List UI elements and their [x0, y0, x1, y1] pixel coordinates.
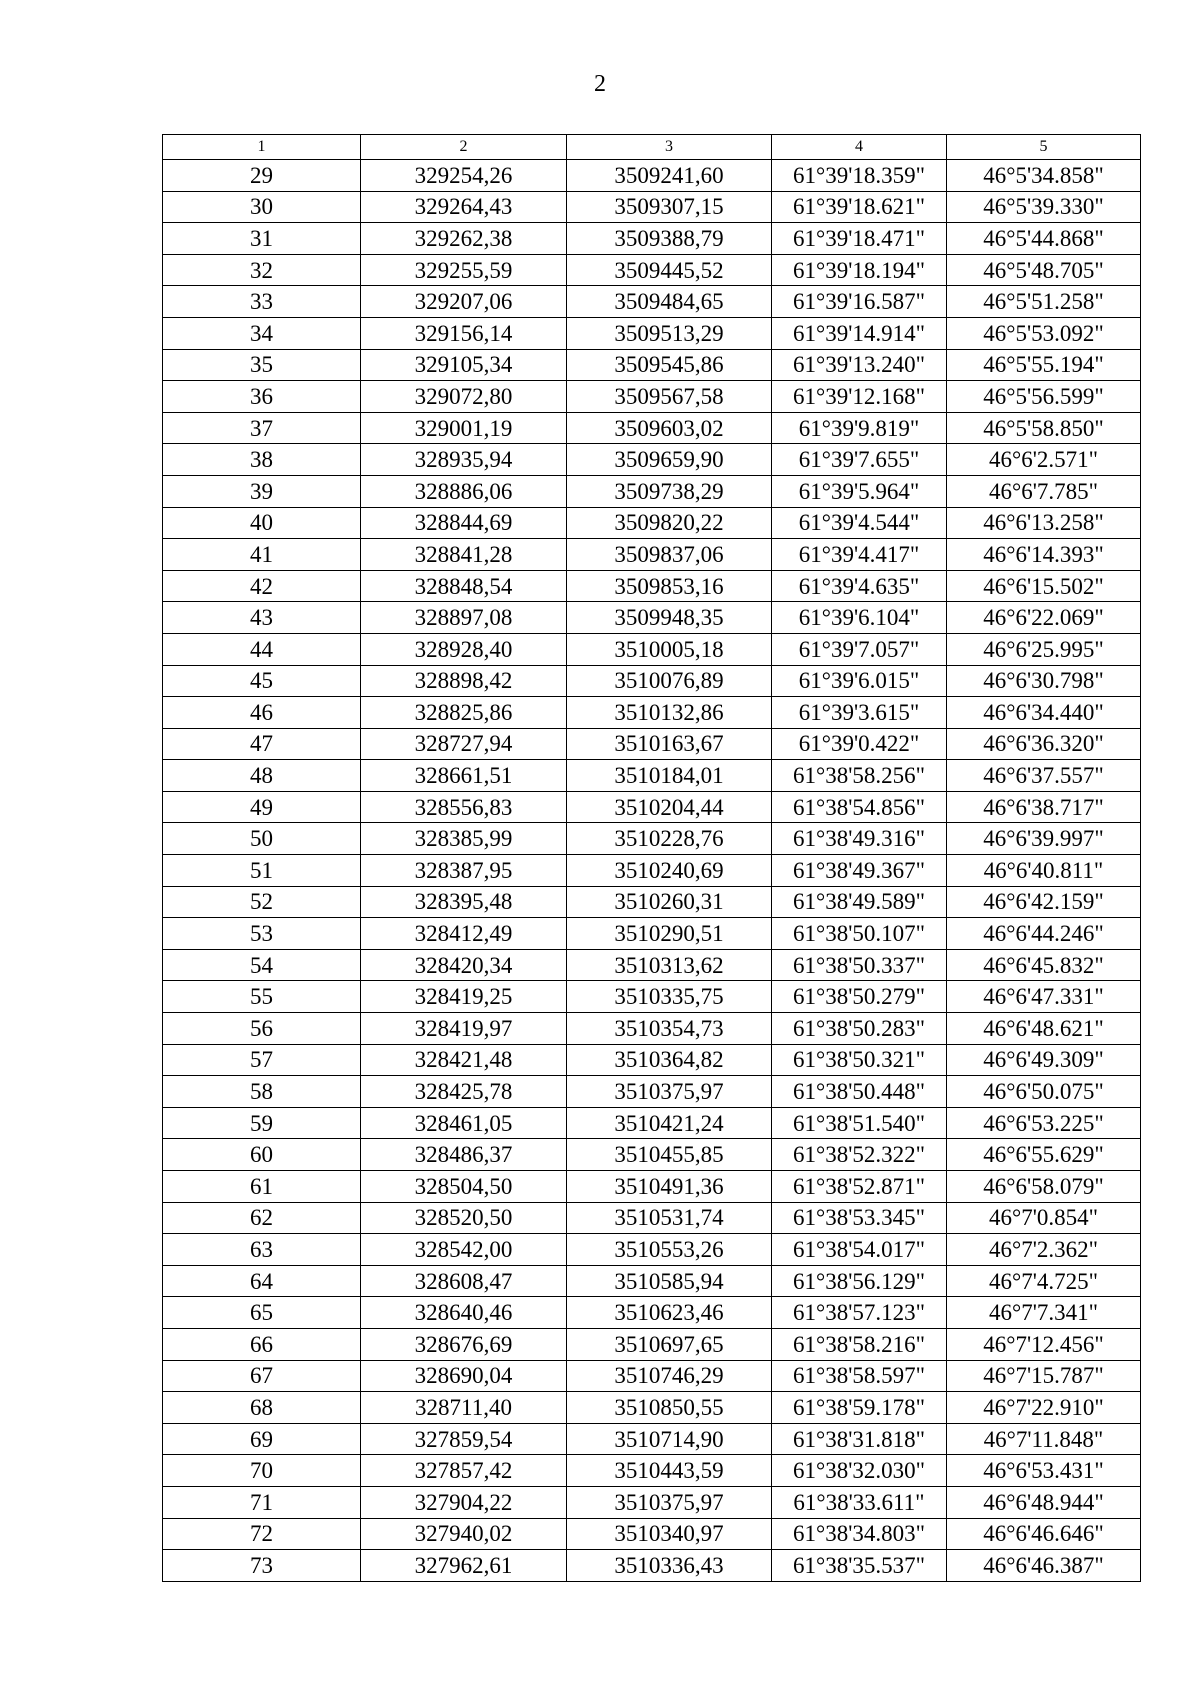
table-row: [163, 981, 1141, 1013]
longitude-cell: 46°6'46.646": [947, 1518, 1141, 1550]
longitude-cell: 46°5'53.092": [947, 317, 1141, 349]
latitude-cell: 61°39'18.621": [772, 191, 947, 223]
point-number-cell: 48: [163, 760, 361, 792]
latitude-cell: 61°39'7.057": [772, 633, 947, 665]
table-row: [163, 1234, 1141, 1266]
point-number-cell: 58: [163, 1076, 361, 1108]
point-number-cell: 62: [163, 1202, 361, 1234]
latitude-cell: 61°38'31.818": [772, 1423, 947, 1455]
x-coordinate-cell: 328928,40: [361, 633, 567, 665]
x-coordinate-cell: 328848,54: [361, 570, 567, 602]
latitude-cell: 61°38'49.367": [772, 855, 947, 887]
point-number-cell: 72: [163, 1518, 361, 1550]
latitude-cell: 61°39'14.914": [772, 317, 947, 349]
longitude-cell: 46°7'7.341": [947, 1297, 1141, 1329]
point-number-cell: 42: [163, 570, 361, 602]
point-number-cell: 60: [163, 1139, 361, 1171]
table-row: [163, 1013, 1141, 1045]
x-coordinate-cell: 327940,02: [361, 1518, 567, 1550]
latitude-cell: 61°38'50.321": [772, 1044, 947, 1076]
point-number-cell: 46: [163, 697, 361, 729]
latitude-cell: 61°39'18.471": [772, 223, 947, 255]
y-coordinate-cell: 3509484,65: [567, 286, 772, 318]
table-row: [163, 1328, 1141, 1360]
x-coordinate-cell: 328661,51: [361, 760, 567, 792]
table-row: [163, 1139, 1141, 1171]
column-header-4: 4: [772, 135, 947, 160]
x-coordinate-cell: 327904,22: [361, 1486, 567, 1518]
y-coordinate-cell: 3510336,43: [567, 1550, 772, 1582]
table-row: [163, 254, 1141, 286]
y-coordinate-cell: 3510204,44: [567, 791, 772, 823]
point-number-cell: 70: [163, 1455, 361, 1487]
point-number-cell: 37: [163, 412, 361, 444]
y-coordinate-cell: 3510714,90: [567, 1423, 772, 1455]
table-row: [163, 1518, 1141, 1550]
latitude-cell: 61°39'7.655": [772, 444, 947, 476]
table-row: [163, 1423, 1141, 1455]
y-coordinate-cell: 3510132,86: [567, 697, 772, 729]
latitude-cell: 61°38'49.589": [772, 886, 947, 918]
y-coordinate-cell: 3510076,89: [567, 665, 772, 697]
x-coordinate-cell: 328504,50: [361, 1171, 567, 1203]
table-row: [163, 444, 1141, 476]
longitude-cell: 46°6'13.258": [947, 507, 1141, 539]
coordinates-table: [162, 134, 1141, 1582]
latitude-cell: 61°38'54.856": [772, 791, 947, 823]
x-coordinate-cell: 328825,86: [361, 697, 567, 729]
point-number-cell: 63: [163, 1234, 361, 1266]
point-number-cell: 31: [163, 223, 361, 255]
y-coordinate-cell: 3510335,75: [567, 981, 772, 1013]
x-coordinate-cell: 329254,26: [361, 160, 567, 192]
longitude-cell: 46°5'56.599": [947, 381, 1141, 413]
table-row: [163, 317, 1141, 349]
longitude-cell: 46°6'15.502": [947, 570, 1141, 602]
longitude-cell: 46°6'38.717": [947, 791, 1141, 823]
longitude-cell: 46°6'39.997": [947, 823, 1141, 855]
longitude-cell: 46°6'48.621": [947, 1013, 1141, 1045]
latitude-cell: 61°39'16.587": [772, 286, 947, 318]
x-coordinate-cell: 327962,61: [361, 1550, 567, 1582]
table-row: [163, 1202, 1141, 1234]
y-coordinate-cell: 3510553,26: [567, 1234, 772, 1266]
table-body: [163, 160, 1141, 1582]
longitude-cell: 46°7'22.910": [947, 1392, 1141, 1424]
longitude-cell: 46°5'55.194": [947, 349, 1141, 381]
longitude-cell: 46°7'0.854": [947, 1202, 1141, 1234]
table-row: [163, 223, 1141, 255]
x-coordinate-cell: 329262,38: [361, 223, 567, 255]
longitude-cell: 46°5'34.858": [947, 160, 1141, 192]
y-coordinate-cell: 3509820,22: [567, 507, 772, 539]
y-coordinate-cell: 3509567,58: [567, 381, 772, 413]
point-number-cell: 71: [163, 1486, 361, 1518]
longitude-cell: 46°5'51.258": [947, 286, 1141, 318]
x-coordinate-cell: 328419,25: [361, 981, 567, 1013]
latitude-cell: 61°39'4.544": [772, 507, 947, 539]
point-number-cell: 59: [163, 1107, 361, 1139]
longitude-cell: 46°6'53.431": [947, 1455, 1141, 1487]
y-coordinate-cell: 3510313,62: [567, 949, 772, 981]
column-header-5: 5: [947, 135, 1141, 160]
x-coordinate-cell: 328841,28: [361, 539, 567, 571]
longitude-cell: 46°6'37.557": [947, 760, 1141, 792]
latitude-cell: 61°38'49.316": [772, 823, 947, 855]
latitude-cell: 61°38'50.279": [772, 981, 947, 1013]
latitude-cell: 61°39'4.417": [772, 539, 947, 571]
x-coordinate-cell: 328520,50: [361, 1202, 567, 1234]
x-coordinate-cell: 328461,05: [361, 1107, 567, 1139]
y-coordinate-cell: 3510340,97: [567, 1518, 772, 1550]
longitude-cell: 46°7'11.848": [947, 1423, 1141, 1455]
x-coordinate-cell: 328608,47: [361, 1265, 567, 1297]
x-coordinate-cell: 327859,54: [361, 1423, 567, 1455]
table-row: [163, 1360, 1141, 1392]
y-coordinate-cell: 3510623,46: [567, 1297, 772, 1329]
longitude-cell: 46°6'50.075": [947, 1076, 1141, 1108]
y-coordinate-cell: 3509513,29: [567, 317, 772, 349]
longitude-cell: 46°6'58.079": [947, 1171, 1141, 1203]
y-coordinate-cell: 3509241,60: [567, 160, 772, 192]
latitude-cell: 61°38'56.129": [772, 1265, 947, 1297]
point-number-cell: 53: [163, 918, 361, 950]
longitude-cell: 46°6'48.944": [947, 1486, 1141, 1518]
x-coordinate-cell: 328419,97: [361, 1013, 567, 1045]
table-row: [163, 1265, 1141, 1297]
y-coordinate-cell: 3509837,06: [567, 539, 772, 571]
x-coordinate-cell: 328640,46: [361, 1297, 567, 1329]
y-coordinate-cell: 3510491,36: [567, 1171, 772, 1203]
longitude-cell: 46°6'22.069": [947, 602, 1141, 634]
x-coordinate-cell: 328676,69: [361, 1328, 567, 1360]
latitude-cell: 61°38'58.597": [772, 1360, 947, 1392]
latitude-cell: 61°38'50.448": [772, 1076, 947, 1108]
y-coordinate-cell: 3510455,85: [567, 1139, 772, 1171]
x-coordinate-cell: 329264,43: [361, 191, 567, 223]
table-row: [163, 602, 1141, 634]
latitude-cell: 61°38'51.540": [772, 1107, 947, 1139]
x-coordinate-cell: 328412,49: [361, 918, 567, 950]
y-coordinate-cell: 3509307,15: [567, 191, 772, 223]
table-row: [163, 1297, 1141, 1329]
longitude-cell: 46°6'2.571": [947, 444, 1141, 476]
point-number-cell: 51: [163, 855, 361, 887]
point-number-cell: 38: [163, 444, 361, 476]
x-coordinate-cell: 328711,40: [361, 1392, 567, 1424]
y-coordinate-cell: 3510850,55: [567, 1392, 772, 1424]
longitude-cell: 46°6'46.387": [947, 1550, 1141, 1582]
y-coordinate-cell: 3510697,65: [567, 1328, 772, 1360]
latitude-cell: 61°38'59.178": [772, 1392, 947, 1424]
x-coordinate-cell: 329072,80: [361, 381, 567, 413]
point-number-cell: 73: [163, 1550, 361, 1582]
y-coordinate-cell: 3509445,52: [567, 254, 772, 286]
point-number-cell: 41: [163, 539, 361, 571]
x-coordinate-cell: 328421,48: [361, 1044, 567, 1076]
x-coordinate-cell: 329255,59: [361, 254, 567, 286]
x-coordinate-cell: 329001,19: [361, 412, 567, 444]
latitude-cell: 61°39'18.194": [772, 254, 947, 286]
table-row: [163, 855, 1141, 887]
y-coordinate-cell: 3510421,24: [567, 1107, 772, 1139]
x-coordinate-cell: 328897,08: [361, 602, 567, 634]
x-coordinate-cell: 328935,94: [361, 444, 567, 476]
longitude-cell: 46°6'49.309": [947, 1044, 1141, 1076]
point-number-cell: 69: [163, 1423, 361, 1455]
latitude-cell: 61°38'34.803": [772, 1518, 947, 1550]
point-number-cell: 54: [163, 949, 361, 981]
longitude-cell: 46°6'34.440": [947, 697, 1141, 729]
point-number-cell: 65: [163, 1297, 361, 1329]
table-row: [163, 728, 1141, 760]
table-header: [163, 135, 1141, 160]
y-coordinate-cell: 3510375,97: [567, 1486, 772, 1518]
table-row: [163, 1550, 1141, 1582]
point-number-cell: 35: [163, 349, 361, 381]
table-row: [163, 475, 1141, 507]
y-coordinate-cell: 3510375,97: [567, 1076, 772, 1108]
x-coordinate-cell: 328727,94: [361, 728, 567, 760]
x-coordinate-cell: 327857,42: [361, 1455, 567, 1487]
longitude-cell: 46°6'25.995": [947, 633, 1141, 665]
column-header-3: 3: [567, 135, 772, 160]
latitude-cell: 61°38'58.256": [772, 760, 947, 792]
latitude-cell: 61°38'33.611": [772, 1486, 947, 1518]
longitude-cell: 46°6'7.785": [947, 475, 1141, 507]
point-number-cell: 39: [163, 475, 361, 507]
y-coordinate-cell: 3509659,90: [567, 444, 772, 476]
y-coordinate-cell: 3510746,29: [567, 1360, 772, 1392]
point-number-cell: 67: [163, 1360, 361, 1392]
latitude-cell: 61°38'57.123": [772, 1297, 947, 1329]
point-number-cell: 29: [163, 160, 361, 192]
longitude-cell: 46°7'4.725": [947, 1265, 1141, 1297]
point-number-cell: 55: [163, 981, 361, 1013]
table-row: [163, 191, 1141, 223]
latitude-cell: 61°38'53.345": [772, 1202, 947, 1234]
table-row: [163, 697, 1141, 729]
latitude-cell: 61°38'50.283": [772, 1013, 947, 1045]
latitude-cell: 61°39'4.635": [772, 570, 947, 602]
table-row: [163, 381, 1141, 413]
table-row: [163, 1171, 1141, 1203]
table-row: [163, 665, 1141, 697]
longitude-cell: 46°6'30.798": [947, 665, 1141, 697]
column-header-2: 2: [361, 135, 567, 160]
longitude-cell: 46°6'45.832": [947, 949, 1141, 981]
latitude-cell: 61°39'5.964": [772, 475, 947, 507]
longitude-cell: 46°7'2.362": [947, 1234, 1141, 1266]
latitude-cell: 61°39'13.240": [772, 349, 947, 381]
longitude-cell: 46°6'55.629": [947, 1139, 1141, 1171]
latitude-cell: 61°39'6.015": [772, 665, 947, 697]
x-coordinate-cell: 329156,14: [361, 317, 567, 349]
longitude-cell: 46°6'36.320": [947, 728, 1141, 760]
x-coordinate-cell: 328556,83: [361, 791, 567, 823]
x-coordinate-cell: 328542,00: [361, 1234, 567, 1266]
point-number-cell: 64: [163, 1265, 361, 1297]
x-coordinate-cell: 328844,69: [361, 507, 567, 539]
longitude-cell: 46°6'42.159": [947, 886, 1141, 918]
x-coordinate-cell: 328395,48: [361, 886, 567, 918]
longitude-cell: 46°7'12.456": [947, 1328, 1141, 1360]
latitude-cell: 61°39'9.819": [772, 412, 947, 444]
latitude-cell: 61°38'50.337": [772, 949, 947, 981]
y-coordinate-cell: 3510005,18: [567, 633, 772, 665]
latitude-cell: 61°38'35.537": [772, 1550, 947, 1582]
latitude-cell: 61°39'6.104": [772, 602, 947, 634]
table-row: [163, 570, 1141, 602]
y-coordinate-cell: 3510290,51: [567, 918, 772, 950]
x-coordinate-cell: 328898,42: [361, 665, 567, 697]
longitude-cell: 46°6'53.225": [947, 1107, 1141, 1139]
table-row: [163, 1044, 1141, 1076]
column-header-1: 1: [163, 135, 361, 160]
latitude-cell: 61°38'52.871": [772, 1171, 947, 1203]
latitude-cell: 61°38'32.030": [772, 1455, 947, 1487]
table-row: [163, 1076, 1141, 1108]
latitude-cell: 61°39'0.422": [772, 728, 947, 760]
point-number-cell: 30: [163, 191, 361, 223]
header-row: [163, 135, 1141, 160]
longitude-cell: 46°6'14.393": [947, 539, 1141, 571]
point-number-cell: 32: [163, 254, 361, 286]
page-number: 2: [594, 71, 606, 97]
latitude-cell: 61°39'12.168": [772, 381, 947, 413]
longitude-cell: 46°5'39.330": [947, 191, 1141, 223]
point-number-cell: 45: [163, 665, 361, 697]
y-coordinate-cell: 3509545,86: [567, 349, 772, 381]
table-row: [163, 886, 1141, 918]
x-coordinate-cell: 328420,34: [361, 949, 567, 981]
y-coordinate-cell: 3510354,73: [567, 1013, 772, 1045]
longitude-cell: 46°5'44.868": [947, 223, 1141, 255]
y-coordinate-cell: 3509948,35: [567, 602, 772, 634]
latitude-cell: 61°39'3.615": [772, 697, 947, 729]
y-coordinate-cell: 3509603,02: [567, 412, 772, 444]
latitude-cell: 61°38'58.216": [772, 1328, 947, 1360]
table-row: [163, 791, 1141, 823]
point-number-cell: 43: [163, 602, 361, 634]
table-row: [163, 507, 1141, 539]
y-coordinate-cell: 3510260,31: [567, 886, 772, 918]
point-number-cell: 47: [163, 728, 361, 760]
latitude-cell: 61°39'18.359": [772, 160, 947, 192]
y-coordinate-cell: 3510364,82: [567, 1044, 772, 1076]
y-coordinate-cell: 3510240,69: [567, 855, 772, 887]
x-coordinate-cell: 328486,37: [361, 1139, 567, 1171]
y-coordinate-cell: 3510585,94: [567, 1265, 772, 1297]
table-row: [163, 1455, 1141, 1487]
point-number-cell: 49: [163, 791, 361, 823]
table-row: [163, 760, 1141, 792]
point-number-cell: 61: [163, 1171, 361, 1203]
point-number-cell: 34: [163, 317, 361, 349]
longitude-cell: 46°6'44.246": [947, 918, 1141, 950]
point-number-cell: 40: [163, 507, 361, 539]
longitude-cell: 46°7'15.787": [947, 1360, 1141, 1392]
table-row: [163, 160, 1141, 192]
latitude-cell: 61°38'52.322": [772, 1139, 947, 1171]
longitude-cell: 46°5'48.705": [947, 254, 1141, 286]
y-coordinate-cell: 3509388,79: [567, 223, 772, 255]
point-number-cell: 68: [163, 1392, 361, 1424]
longitude-cell: 46°6'47.331": [947, 981, 1141, 1013]
table-row: [163, 1107, 1141, 1139]
table-row: [163, 633, 1141, 665]
point-number-cell: 50: [163, 823, 361, 855]
table-row: [163, 412, 1141, 444]
table-row: [163, 949, 1141, 981]
x-coordinate-cell: 329105,34: [361, 349, 567, 381]
latitude-cell: 61°38'50.107": [772, 918, 947, 950]
point-number-cell: 57: [163, 1044, 361, 1076]
y-coordinate-cell: 3510443,59: [567, 1455, 772, 1487]
x-coordinate-cell: 328387,95: [361, 855, 567, 887]
point-number-cell: 33: [163, 286, 361, 318]
table-row: [163, 349, 1141, 381]
latitude-cell: 61°38'54.017": [772, 1234, 947, 1266]
x-coordinate-cell: 329207,06: [361, 286, 567, 318]
point-number-cell: 56: [163, 1013, 361, 1045]
longitude-cell: 46°5'58.850": [947, 412, 1141, 444]
point-number-cell: 66: [163, 1328, 361, 1360]
table-row: [163, 539, 1141, 571]
y-coordinate-cell: 3510228,76: [567, 823, 772, 855]
x-coordinate-cell: 328425,78: [361, 1076, 567, 1108]
longitude-cell: 46°6'40.811": [947, 855, 1141, 887]
table-row: [163, 918, 1141, 950]
table-row: [163, 286, 1141, 318]
table-row: [163, 823, 1141, 855]
x-coordinate-cell: 328385,99: [361, 823, 567, 855]
point-number-cell: 52: [163, 886, 361, 918]
x-coordinate-cell: 328690,04: [361, 1360, 567, 1392]
y-coordinate-cell: 3510184,01: [567, 760, 772, 792]
point-number-cell: 36: [163, 381, 361, 413]
y-coordinate-cell: 3509738,29: [567, 475, 772, 507]
table-row: [163, 1486, 1141, 1518]
y-coordinate-cell: 3509853,16: [567, 570, 772, 602]
y-coordinate-cell: 3510531,74: [567, 1202, 772, 1234]
point-number-cell: 44: [163, 633, 361, 665]
y-coordinate-cell: 3510163,67: [567, 728, 772, 760]
table-row: [163, 1392, 1141, 1424]
x-coordinate-cell: 328886,06: [361, 475, 567, 507]
